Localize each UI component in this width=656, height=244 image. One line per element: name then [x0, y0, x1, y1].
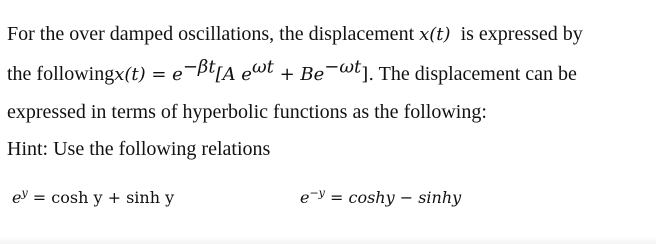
formula-mid-2: + Be: [273, 64, 325, 85]
eq1-rhs: = cosh y + sinh y: [27, 188, 175, 207]
hint-text: Hint: Use the following relations: [7, 138, 271, 160]
line1-text: For the over damped oscillations, the displacement: [7, 23, 420, 45]
formula-exp-2: ωt: [251, 56, 274, 78]
line2-start: the following: [7, 63, 115, 85]
bottom-fade: [0, 236, 656, 244]
line3-text: expressed in terms of hyperbolic functions as the following:: [7, 101, 487, 123]
formula-mid-1: [A e: [215, 64, 252, 85]
formula-lhs: x(t) = e: [114, 64, 183, 85]
eq1-exponent: y: [21, 186, 28, 200]
relation-exp-negative: [300, 187, 461, 209]
formula-exp-3: −ωt: [324, 56, 362, 78]
line2-tail: The displacement can be: [374, 63, 577, 85]
formula-exp-1: −βt: [182, 56, 216, 78]
eq2-exponent: −y: [309, 186, 325, 200]
eq2-rhs: = coshy − sinhy: [324, 188, 462, 207]
paragraph-line-3: [7, 100, 487, 124]
eq1-base: e: [12, 188, 22, 207]
paragraph-line-2: [7, 56, 577, 87]
paragraph-line-1: [7, 22, 583, 47]
eq2-base: e: [300, 188, 310, 207]
formula-end: ].: [361, 64, 375, 85]
line1-tail: is expressed by: [450, 23, 583, 45]
relation-exp-positive: [12, 187, 174, 209]
displacement-symbol: x(t): [419, 24, 451, 45]
hint-line: [7, 137, 270, 161]
